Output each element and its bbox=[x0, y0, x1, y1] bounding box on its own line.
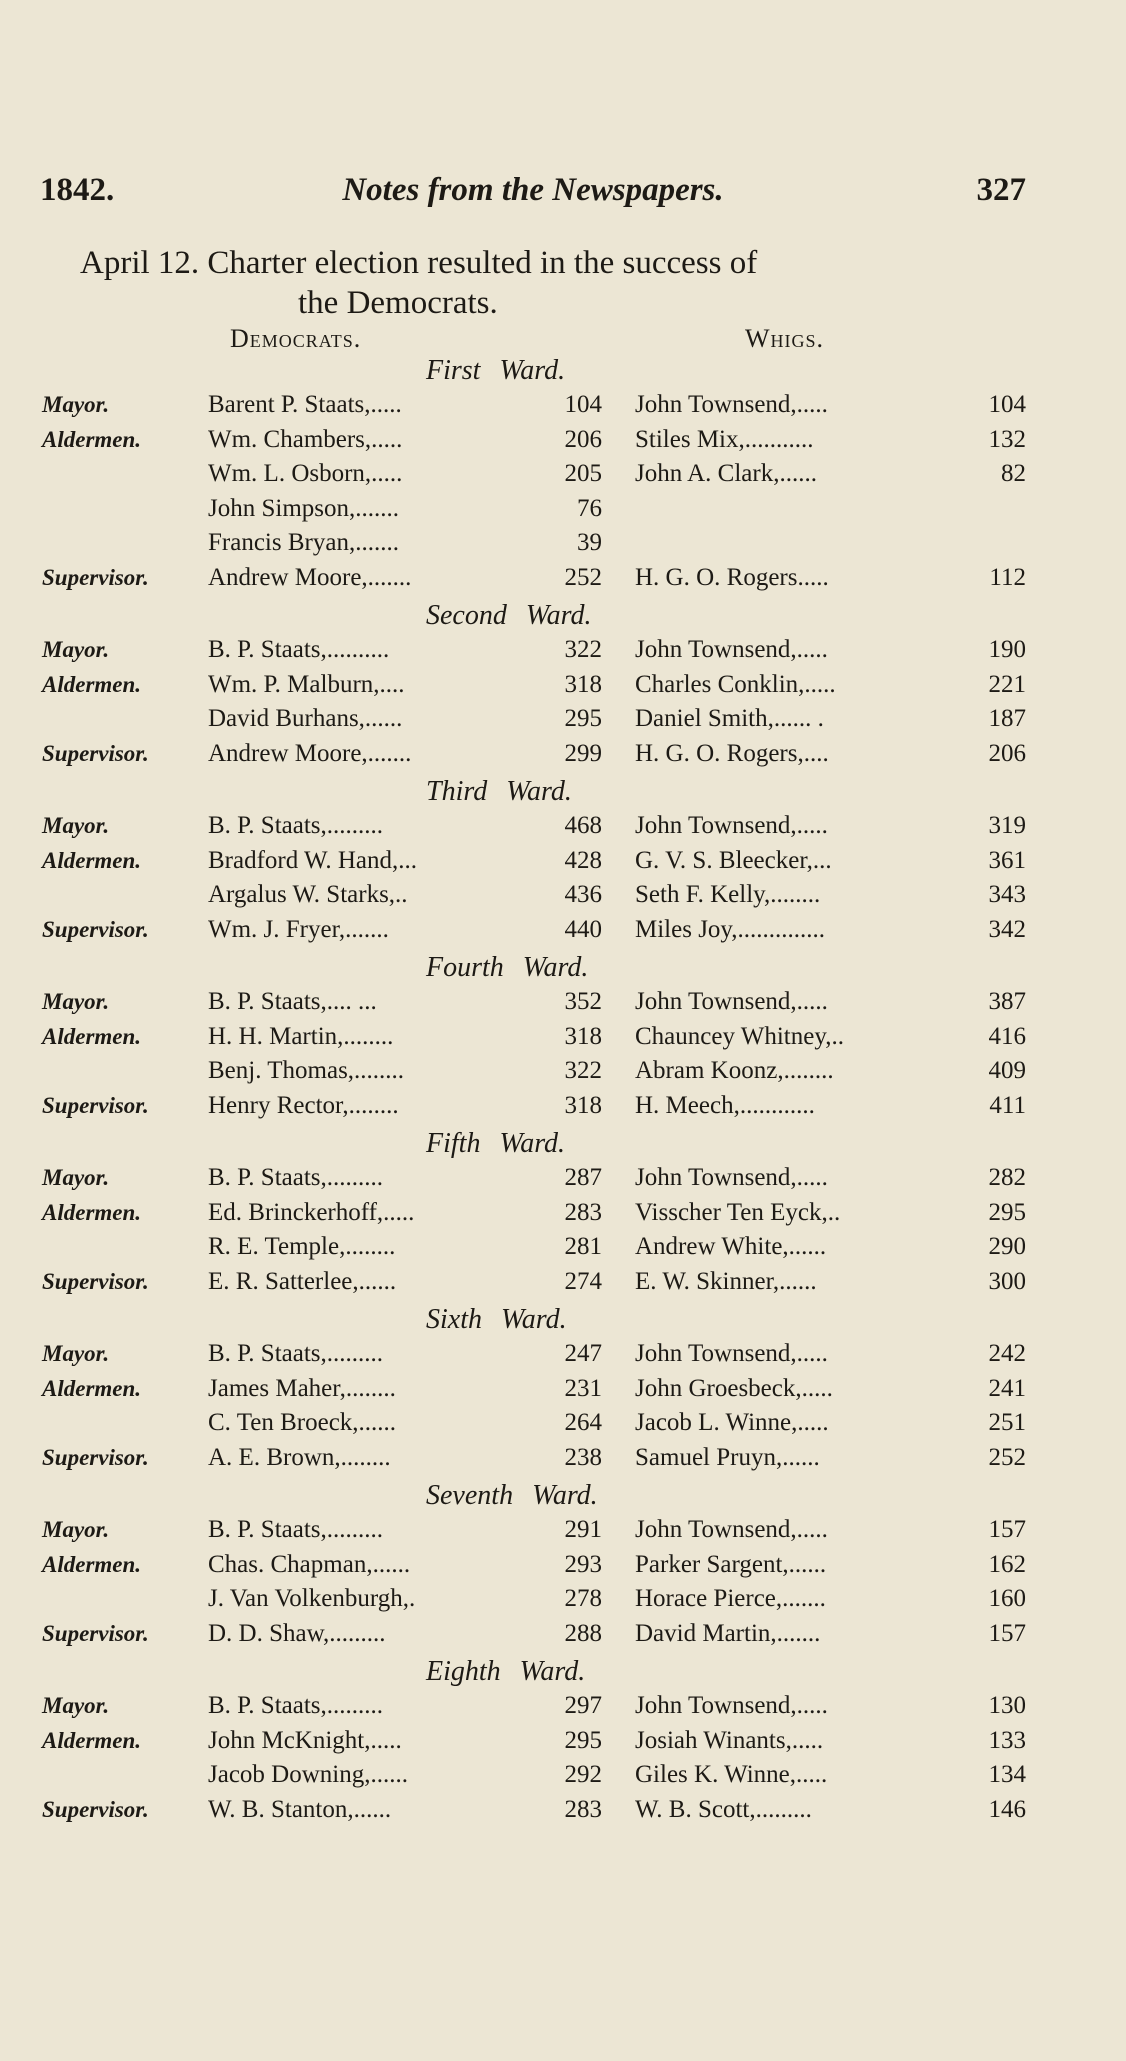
ward-title: Second Ward. bbox=[426, 600, 592, 631]
democrat-votes: 322 bbox=[564, 1057, 602, 1084]
office-label: Aldermen. bbox=[42, 1551, 142, 1577]
office-label: Supervisor. bbox=[42, 1620, 149, 1646]
result-row bbox=[0, 423, 1126, 458]
office-label: Aldermen. bbox=[42, 1199, 142, 1225]
whig-candidate: John Townsend,..... bbox=[635, 1516, 828, 1543]
whig-votes: 132 bbox=[988, 425, 1026, 453]
whig-candidate: John Townsend,..... bbox=[635, 812, 828, 839]
democrat-candidate: John McKnight,..... bbox=[208, 1726, 402, 1754]
whig-votes: 112 bbox=[989, 563, 1026, 591]
democrat-candidate: Wm. P. Malburn,.... bbox=[208, 670, 405, 698]
whig-votes: 319 bbox=[988, 812, 1026, 839]
result-row bbox=[0, 844, 1126, 879]
whig-candidate: Chauncey Whitney,.. bbox=[635, 1022, 844, 1050]
result-row bbox=[0, 1089, 1126, 1124]
whig-votes: 157 bbox=[988, 1619, 1026, 1647]
result-row bbox=[0, 809, 1126, 844]
democrat-votes: 468 bbox=[564, 812, 602, 839]
democrat-votes: 322 bbox=[564, 636, 602, 663]
whig-votes: 411 bbox=[989, 1091, 1026, 1119]
intro-paragraph bbox=[80, 243, 1040, 323]
result-row bbox=[0, 457, 1126, 492]
whig-candidate: Charles Conklin,..... bbox=[635, 670, 836, 698]
democrat-candidate: D. D. Shaw,......... bbox=[208, 1619, 386, 1647]
democrat-candidate: B. P. Staats,.......... bbox=[208, 636, 390, 663]
democrat-candidate: Andrew Moore,....... bbox=[208, 739, 412, 767]
header-title: Notes from the Newspapers. bbox=[342, 172, 724, 208]
democrat-votes: 252 bbox=[564, 563, 602, 591]
result-row bbox=[0, 913, 1126, 948]
whig-votes: 290 bbox=[988, 1233, 1026, 1260]
democrat-votes: 436 bbox=[564, 881, 602, 908]
democrat-votes: 428 bbox=[564, 846, 602, 874]
office-label: Aldermen. bbox=[42, 847, 142, 873]
result-row bbox=[0, 878, 1126, 913]
whig-candidate: John Townsend,..... bbox=[635, 391, 828, 418]
whig-votes: 251 bbox=[988, 1409, 1026, 1436]
ward-section bbox=[0, 354, 1126, 599]
democrat-votes: 295 bbox=[564, 705, 602, 732]
whig-candidate: W. B. Scott,......... bbox=[635, 1795, 812, 1823]
ward-title: Sixth Ward. bbox=[426, 1304, 567, 1335]
whig-votes: 157 bbox=[988, 1516, 1026, 1543]
whig-candidate: Samuel Pruyn,...... bbox=[635, 1443, 820, 1471]
democrat-candidate: J. Van Volkenburgh,. bbox=[208, 1585, 416, 1612]
democrat-candidate: Benj. Thomas,........ bbox=[208, 1057, 405, 1084]
office-label: Supervisor. bbox=[42, 1444, 149, 1470]
democrat-votes: 238 bbox=[564, 1443, 602, 1471]
result-row bbox=[0, 1617, 1126, 1652]
office-label: Aldermen. bbox=[42, 426, 142, 452]
democrat-votes: 318 bbox=[564, 1091, 602, 1119]
office-label: Mayor. bbox=[42, 989, 110, 1014]
democrat-candidate: A. E. Brown,........ bbox=[208, 1443, 391, 1471]
democrat-candidate: B. P. Staats,.... ... bbox=[208, 988, 377, 1015]
whig-votes: 361 bbox=[988, 846, 1026, 874]
whig-candidate: Parker Sargent,...... bbox=[635, 1550, 827, 1578]
democrat-candidate: E. R. Satterlee,...... bbox=[208, 1267, 397, 1295]
democrat-votes: 291 bbox=[564, 1516, 602, 1543]
whig-candidate: John Townsend,..... bbox=[635, 1164, 828, 1191]
whig-votes: 252 bbox=[988, 1443, 1026, 1471]
democrat-candidate: Andrew Moore,....... bbox=[208, 563, 412, 591]
democrat-votes: 318 bbox=[564, 670, 602, 698]
ward-section bbox=[0, 1303, 1126, 1479]
office-label: Supervisor. bbox=[42, 1092, 149, 1118]
democrat-votes: 278 bbox=[564, 1585, 602, 1612]
democrat-votes: 295 bbox=[564, 1726, 602, 1754]
ward-title: Eighth Ward. bbox=[426, 1656, 586, 1687]
democrat-votes: 39 bbox=[577, 529, 602, 556]
whig-votes: 343 bbox=[988, 881, 1026, 908]
whig-candidate: John Townsend,..... bbox=[635, 1340, 828, 1367]
democrat-candidate: Wm. Chambers,..... bbox=[208, 425, 403, 453]
whig-candidate: David Martin,....... bbox=[635, 1619, 821, 1647]
democrat-candidate: R. E. Temple,........ bbox=[208, 1233, 396, 1260]
whig-candidate: John Townsend,..... bbox=[635, 636, 828, 663]
result-row bbox=[0, 1758, 1126, 1793]
democrat-votes: 287 bbox=[564, 1164, 602, 1191]
democrat-candidate: B. P. Staats,......... bbox=[208, 1692, 384, 1719]
democrat-votes: 104 bbox=[564, 391, 602, 418]
whig-candidate: Josiah Winants,..... bbox=[635, 1726, 824, 1754]
democrat-candidate: B. P. Staats,......... bbox=[208, 1340, 384, 1367]
whig-votes: 387 bbox=[988, 988, 1026, 1015]
democrat-votes: 247 bbox=[564, 1340, 602, 1367]
office-label: Supervisor. bbox=[42, 740, 149, 766]
whig-votes: 409 bbox=[988, 1057, 1026, 1084]
democrat-candidate: H. H. Martin,........ bbox=[208, 1022, 394, 1050]
whig-votes: 146 bbox=[988, 1795, 1026, 1823]
whig-candidate: G. V. S. Bleecker,... bbox=[635, 846, 832, 874]
democrat-votes: 206 bbox=[564, 425, 602, 453]
whig-candidate: John Townsend,..... bbox=[635, 1692, 828, 1719]
whig-candidate: Visscher Ten Eyck,.. bbox=[635, 1198, 841, 1226]
result-row bbox=[0, 1337, 1126, 1372]
whig-candidate: H. G. O. Rogers..... bbox=[635, 563, 829, 591]
democrat-candidate: Argalus W. Starks,.. bbox=[208, 881, 408, 908]
whig-votes: 160 bbox=[988, 1585, 1026, 1612]
whig-votes: 134 bbox=[988, 1761, 1026, 1788]
whig-candidate: Jacob L. Winne,..... bbox=[635, 1409, 829, 1436]
whig-candidate: Horace Pierce,....... bbox=[635, 1585, 826, 1612]
result-row bbox=[0, 1513, 1126, 1548]
whig-votes: 416 bbox=[988, 1022, 1026, 1050]
whig-candidate: Abram Koonz,........ bbox=[635, 1057, 834, 1084]
democrat-votes: 283 bbox=[564, 1198, 602, 1226]
office-label: Supervisor. bbox=[42, 916, 149, 942]
democrat-votes: 292 bbox=[564, 1761, 602, 1788]
whig-candidate: John A. Clark,...... bbox=[635, 460, 817, 487]
whig-votes: 282 bbox=[988, 1164, 1026, 1191]
democrat-candidate: Ed. Brinckerhoff,..... bbox=[208, 1198, 415, 1226]
democrat-candidate: Wm. L. Osborn,..... bbox=[208, 460, 403, 487]
democrat-votes: 318 bbox=[564, 1022, 602, 1050]
office-label: Supervisor. bbox=[42, 564, 149, 590]
result-row bbox=[0, 1724, 1126, 1759]
democrat-candidate: David Burhans,...... bbox=[208, 705, 403, 732]
office-label: Mayor. bbox=[42, 813, 110, 838]
result-row bbox=[0, 737, 1126, 772]
result-row bbox=[0, 1265, 1126, 1300]
whig-votes: 241 bbox=[988, 1374, 1026, 1402]
whig-candidate: John Townsend,..... bbox=[635, 988, 828, 1015]
intro-line-1: April 12. Charter election resulted in the success of bbox=[80, 245, 758, 281]
whig-votes: 221 bbox=[988, 670, 1026, 698]
whig-votes: 190 bbox=[988, 636, 1026, 663]
result-row bbox=[0, 526, 1126, 561]
office-label: Supervisor. bbox=[42, 1268, 149, 1294]
office-label: Aldermen. bbox=[42, 1023, 142, 1049]
result-row bbox=[0, 1196, 1126, 1231]
whig-candidate: Andrew White,...... bbox=[635, 1233, 827, 1260]
result-row bbox=[0, 1793, 1126, 1828]
ward-title: Fifth Ward. bbox=[426, 1128, 566, 1159]
whig-votes: 295 bbox=[988, 1198, 1026, 1226]
whig-candidate: John Groesbeck,..... bbox=[635, 1374, 833, 1402]
democrat-votes: 231 bbox=[564, 1374, 602, 1402]
ward-title: Seventh Ward. bbox=[426, 1480, 598, 1511]
page-number: 327 bbox=[976, 172, 1026, 208]
whig-votes: 300 bbox=[988, 1267, 1026, 1295]
intro-line-2: the Democrats. bbox=[298, 285, 498, 321]
page-header bbox=[40, 172, 1026, 222]
democrat-candidate: Bradford W. Hand,... bbox=[208, 846, 417, 874]
whig-votes: 104 bbox=[988, 391, 1026, 418]
result-row bbox=[0, 1582, 1126, 1617]
ward-section bbox=[0, 951, 1126, 1127]
ward-title: Fourth Ward. bbox=[426, 952, 589, 983]
whigs-column-heading: Whigs. bbox=[745, 324, 825, 353]
whig-votes: 187 bbox=[988, 705, 1026, 732]
office-label: Mayor. bbox=[42, 637, 110, 662]
democrat-candidate: Henry Rector,........ bbox=[208, 1091, 399, 1119]
whig-candidate: Giles K. Winne,..... bbox=[635, 1761, 828, 1788]
democrat-votes: 299 bbox=[564, 739, 602, 767]
result-row bbox=[0, 985, 1126, 1020]
office-label: Mayor. bbox=[42, 1517, 110, 1542]
result-row bbox=[0, 1372, 1126, 1407]
whig-votes: 130 bbox=[988, 1692, 1026, 1719]
result-row bbox=[0, 633, 1126, 668]
result-row bbox=[0, 668, 1126, 703]
result-row bbox=[0, 388, 1126, 423]
result-row bbox=[0, 492, 1126, 527]
election-results-table bbox=[0, 354, 1126, 1831]
ward-section bbox=[0, 599, 1126, 775]
result-row bbox=[0, 1689, 1126, 1724]
office-label: Aldermen. bbox=[42, 1375, 142, 1401]
ward-title: First Ward. bbox=[426, 355, 566, 386]
whig-candidate: E. W. Skinner,...... bbox=[635, 1267, 817, 1295]
ward-section bbox=[0, 1127, 1126, 1303]
whig-candidate: H. G. O. Rogers,.... bbox=[635, 739, 829, 767]
democrat-candidate: Wm. J. Fryer,....... bbox=[208, 915, 389, 943]
ward-section bbox=[0, 1655, 1126, 1831]
democrat-votes: 288 bbox=[564, 1619, 602, 1647]
democrat-votes: 274 bbox=[564, 1267, 602, 1295]
democrat-votes: 264 bbox=[564, 1409, 602, 1436]
ward-section bbox=[0, 775, 1126, 951]
democrat-candidate: James Maher,........ bbox=[208, 1374, 396, 1402]
democrat-votes: 297 bbox=[564, 1692, 602, 1719]
office-label: Aldermen. bbox=[42, 1727, 142, 1753]
office-label: Mayor. bbox=[42, 1165, 110, 1190]
result-row bbox=[0, 702, 1126, 737]
whig-candidate: Stiles Mix,........... bbox=[635, 425, 814, 453]
whig-candidate: Miles Joy,.............. bbox=[635, 915, 826, 943]
whig-votes: 82 bbox=[1001, 460, 1026, 487]
whig-votes: 242 bbox=[988, 1340, 1026, 1367]
whig-candidate: Seth F. Kelly,........ bbox=[635, 881, 821, 908]
result-row bbox=[0, 1020, 1126, 1055]
office-label: Mayor. bbox=[42, 1341, 110, 1366]
democrat-candidate: John Simpson,....... bbox=[208, 494, 400, 522]
democrat-candidate: C. Ten Broeck,...... bbox=[208, 1409, 397, 1436]
ward-section bbox=[0, 1479, 1126, 1655]
ward-title: Third Ward. bbox=[426, 776, 572, 807]
democrat-candidate: Barent P. Staats,..... bbox=[208, 391, 402, 418]
democrat-candidate: Jacob Downing,...... bbox=[208, 1761, 408, 1788]
result-row bbox=[0, 1161, 1126, 1196]
democrat-votes: 293 bbox=[564, 1550, 602, 1578]
office-label: Aldermen. bbox=[42, 671, 142, 697]
democrat-votes: 205 bbox=[564, 460, 602, 487]
header-year: 1842. bbox=[40, 172, 115, 208]
democrat-candidate: Chas. Chapman,...... bbox=[208, 1550, 411, 1578]
democrats-column-heading: Democrats. bbox=[230, 324, 362, 353]
result-row bbox=[0, 561, 1126, 596]
whig-candidate: Daniel Smith,...... . bbox=[635, 705, 824, 732]
democrat-candidate: B. P. Staats,......... bbox=[208, 1164, 384, 1191]
whig-votes: 342 bbox=[988, 915, 1026, 943]
democrat-candidate: W. B. Stanton,...... bbox=[208, 1795, 392, 1823]
result-row bbox=[0, 1441, 1126, 1476]
office-label: Mayor. bbox=[42, 392, 110, 417]
office-label: Mayor. bbox=[42, 1693, 110, 1718]
whig-candidate: H. Meech,............ bbox=[635, 1091, 815, 1119]
democrat-candidate: B. P. Staats,......... bbox=[208, 1516, 384, 1543]
whig-votes: 162 bbox=[988, 1550, 1026, 1578]
result-row bbox=[0, 1548, 1126, 1583]
whig-votes: 206 bbox=[988, 739, 1026, 767]
democrat-candidate: Francis Bryan,....... bbox=[208, 529, 399, 556]
result-row bbox=[0, 1406, 1126, 1441]
democrat-votes: 283 bbox=[564, 1795, 602, 1823]
democrat-votes: 352 bbox=[564, 988, 602, 1015]
democrat-votes: 281 bbox=[564, 1233, 602, 1260]
democrat-candidate: B. P. Staats,......... bbox=[208, 812, 384, 839]
democrat-votes: 76 bbox=[577, 494, 602, 522]
whig-votes: 133 bbox=[988, 1726, 1026, 1754]
office-label: Supervisor. bbox=[42, 1796, 149, 1822]
democrat-votes: 440 bbox=[564, 915, 602, 943]
result-row bbox=[0, 1054, 1126, 1089]
result-row bbox=[0, 1230, 1126, 1265]
